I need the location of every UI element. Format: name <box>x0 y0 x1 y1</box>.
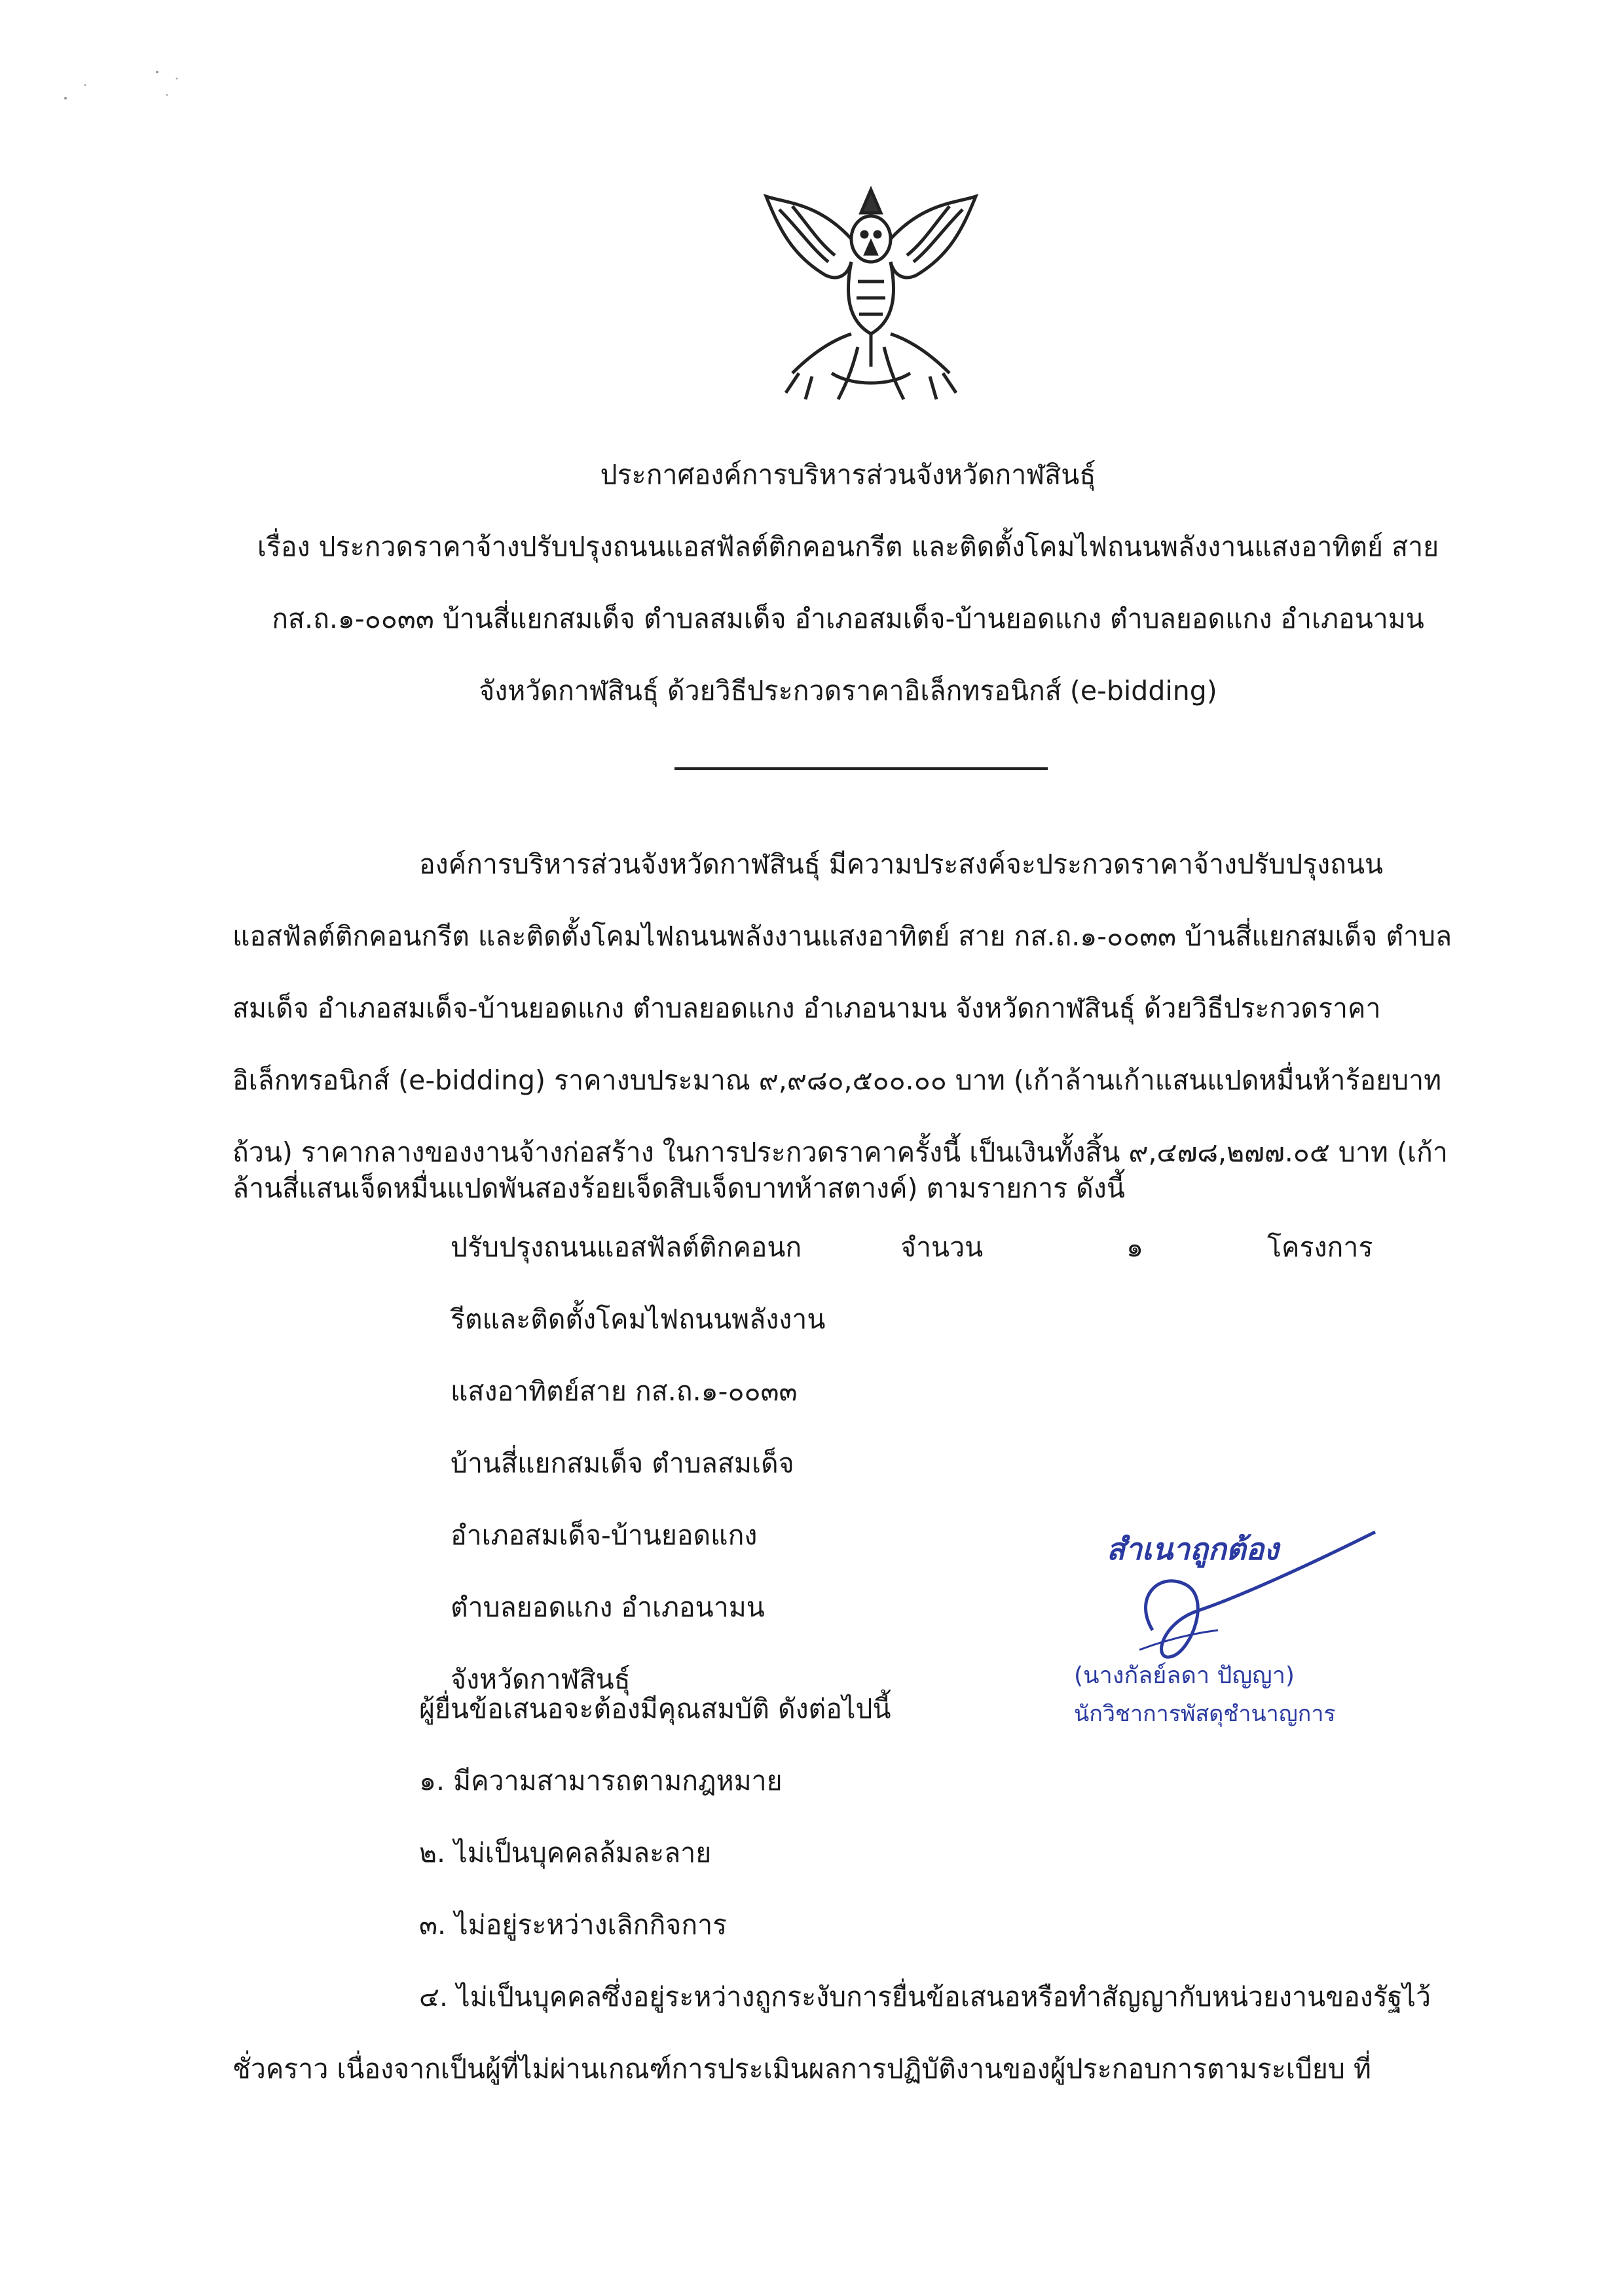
garuda-emblem-icon <box>753 177 989 412</box>
quantity-unit: โครงการ <box>1267 1231 1373 1263</box>
quantity-label: จำนวน <box>900 1231 984 1263</box>
stamp-signer-name: (นางกัลย์ลดา ปัญญา) <box>1074 1662 1295 1689</box>
intro-line-1: องค์การบริหารส่วนจังหวัดกาฬสินธุ์ มีความประสงค์จะประกวดราคาจ้างปรับปรุงถนน <box>419 848 1384 880</box>
item-line: ปรับปรุงถนนแอสฟัลต์ติกคอนก <box>451 1231 802 1263</box>
intro-line-3: สมเด็จ อำเภอสมเด็จ-บ้านยอดแกง ตำบลยอดแกง อำเภอนามน จังหวัดกาฬสินธุ์ ด้วยวิธีประกวดราคา <box>232 993 1381 1024</box>
qualification-1: ๑. มีความสามารถตามกฎหมาย <box>419 1765 783 1796</box>
qualification-4: ๔. ไม่เป็นบุคคลซึ่งอยู่ระหว่างถูกระงับการยื่นข้อเสนอหรือทำสัญญากับหน่วยงานของรัฐไว้ <box>419 1981 1431 2013</box>
header-line-4: จังหวัดกาฬสินธุ์ ด้วยวิธีประกวดราคาอิเล็กทรอนิกส์ (e-bidding) <box>479 675 1217 706</box>
intro-line-2: แอสฟัลต์ติกคอนกรีต และติดตั้งโคมไฟถนนพลังงานแสงอาทิตย์ สาย กส.ถ.๑-๐๐๓๓ บ้านสี่แยกสมเด็จ ตำบล <box>232 920 1452 952</box>
item-line: ตำบลยอดแกง อำเภอนามน <box>451 1592 765 1623</box>
item-line: บ้านสี่แยกสมเด็จ ตำบลสมเด็จ <box>451 1448 794 1479</box>
header-line-3: กส.ถ.๑-๐๐๓๓ บ้านสี่แยกสมเด็จ ตำบลสมเด็จ อำเภอสมเด็จ-บ้านยอดแกง ตำบลยอดแกง อำเภอนามน <box>272 603 1424 634</box>
item-line: อำเภอสมเด็จ-บ้านยอดแกง <box>451 1520 758 1551</box>
stamp-signer-position: นักวิชาการพัสดุชำนาญการ <box>1074 1701 1336 1727</box>
item-line: รีตและติดตั้งโคมไฟถนนพลังงาน <box>451 1303 826 1335</box>
header-line-1: ประกาศองค์การบริหารส่วนจังหวัดกาฬสินธุ์ <box>600 459 1096 490</box>
qualification-2: ๒. ไม่เป็นบุคคลล้มละลาย <box>419 1837 712 1868</box>
header-divider <box>674 767 1048 770</box>
item-description <box>451 1211 825 1715</box>
intro-line-5: ถ้วน) ราคากลางของงานจ้างก่อสร้าง ในการประกวดราคาครั้งนี้ เป็นเงินทั้งสิ้น ๙,๔๗๘,๒๗๗.๐๕ บาท (เก้า <box>232 1137 1448 1168</box>
scan-specks <box>59 59 203 137</box>
announcement-header <box>216 439 1480 727</box>
item-line: แสงอาทิตย์สาย กส.ถ.๑-๐๐๓๓ <box>451 1376 798 1407</box>
item-line: จังหวัดกาฬสินธุ์ <box>451 1664 631 1695</box>
quantity-value: ๑ <box>1126 1231 1144 1263</box>
certified-copy-stamp <box>1061 1499 1401 1748</box>
intro-line-4: อิเล็กทรอนิกส์ (e-bidding) ราคางบประมาณ ๙,๙๘๐,๕๐๐.๐๐ บาท (เก้าล้านเก้าแสนแปดหมื่นห้าร้อยบาท <box>232 1065 1442 1096</box>
header-line-2: เรื่อง ประกวดราคาจ้างปรับปรุงถนนแอสฟัลต์ติกคอนกรีต และติดตั้งโคมไฟถนนพลังงานแสงอาทิตย์ สาย <box>257 531 1439 562</box>
qualification-3: ๓. ไม่อยู่ระหว่างเลิกกิจการ <box>419 1909 728 1941</box>
qualification-heading: ผู้ยื่นข้อเสนอจะต้องมีคุณสมบัติ ดังต่อไปนี้ <box>419 1693 891 1724</box>
stamp-title: สำเนาถูกต้อง <box>1107 1531 1279 1567</box>
continuation-line: ชั่วคราว เนื่องจากเป็นผู้ที่ไม่ผ่านเกณฑ์การประเมินผลการปฏิบัติงานของผู้ประกอบการตามระเบียบ ที่ <box>232 2053 1371 2085</box>
intro-line-6: ล้านสี่แสนเจ็ดหมื่นแปดพันสองร้อยเจ็ดสิบเจ็ดบาทห้าสตางค์) ตามรายการ ดังนี้ <box>232 1173 1125 1204</box>
